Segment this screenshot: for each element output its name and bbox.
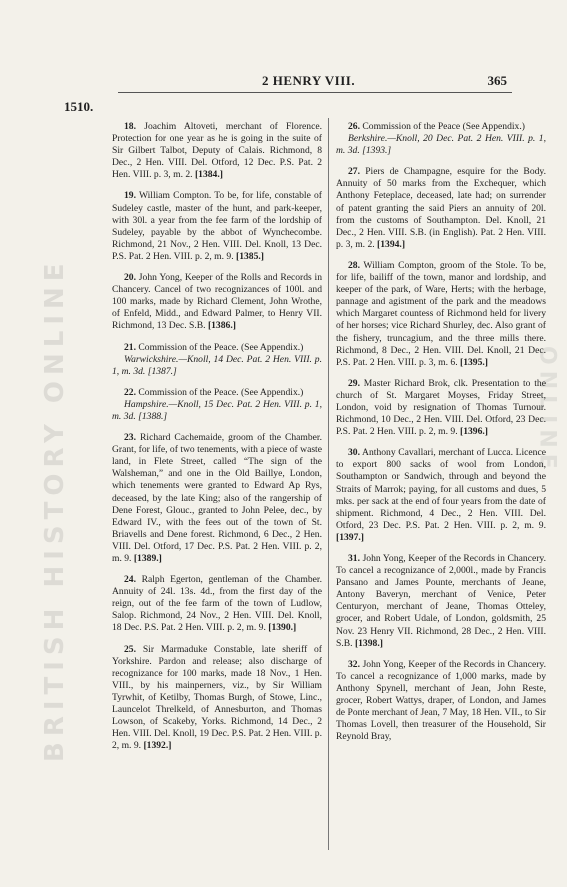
entry-paragraph — [336, 553, 546, 650]
entry-number: 32. — [348, 658, 360, 670]
entry-text: Commission of the Peace. (See Appendix.) — [136, 341, 304, 353]
watermark-right: ONLINE — [534, 345, 560, 475]
entry-text: Master Richard Brok, clk. Presentation to the church of St. Margaret Moyses, Friday Street, London, void by resignation of Thomas Turnour. Richmond, 10 Dec., 2 Hen. VIII. Del. Otford, 23 Dec. P.S. Pat. 2 Hen. VIII. p. 2, m. 9. — [336, 377, 546, 438]
entry-reference: [1395.] — [460, 356, 488, 368]
entry-paragraph — [336, 260, 546, 369]
entry-text: Sir Marmaduke Constable, late sheriff of Yorkshire. Pardon and release; also discharge of recognizance for 100 marks, made 18 Nov., 1 Hen. VIII., by his mainperners, viz., by Sir William Tyrwhit, of Ketilby, Thomas Burgh, of Stowe, Linc., Launcelot Threlkeld, of Annesburton, and Thomas Lowson, of Scakeby, Yorks. Richmond, 14 Dec., 2 Hen. VIII. Del. Knoll, 19 Dec. P.S. Pat. 2 Hen. VIII. p. 2, m. 9. — [112, 643, 322, 752]
entry-text: Joachim Altoveti, merchant of Florence. Protection for one year as he is going in the suite of Sir Gilbert Talbot, Deputy of Calais. Richmond, 8 Dec., 2 Hen. VIII. Del. Otford, 12 Dec. P.S. Pat. 2 Hen. VIII. p. 3, m. 2. — [112, 121, 322, 181]
entry-subline: Berkshire.—Knoll, 20 Dec. Pat. 2 Hen. VIII. p. 1, m. 3d. [1393.] — [336, 133, 546, 157]
calendar-entry — [112, 387, 322, 423]
entry-subline: Hampshire.—Knoll, 15 Dec. Pat. 2 Hen. VIII. p. 1, m. 3d. [1388.] — [112, 398, 322, 422]
watermark-left: BRITISH HISTORY ONLINE — [40, 257, 70, 763]
calendar-entry — [112, 574, 322, 634]
entry-text: John Yong, Keeper of the Records in Chancery. To cancel a recognizance of 1,000 marks, made by Anthony Spynell, merchant of Jean, John Reste, grocer, Robert Wattys, draper, of London, and James de Ponte merchant of Jean, 7 May, 18 Hen. VII., to Sir Thomas Lovell, then treasurer of the Household, Sir Reynold Bray, — [336, 658, 546, 743]
entry-text: Richard Cachemaide, groom of the Chamber. Grant, for life, of two tenements, with a piece of waste land, in Flete Street, called “The sign of the Walsheman,” and one in the Old Baillye, London, which tenements were granted to Edward Ap Rys, deceased, by the late King; also of the rangership of Dene Forest, Glouc., granted to John Pelee, dec., by Edward IV., with the fees out of the town of St. Briavells and Dene forest. Richmond, 6 Dec., 2 Hen. VIII. Del. Otford, 17 Dec. P.S. Pat. 2 Hen. VIII. p. 2, m. 9. — [112, 432, 322, 564]
calendar-entry — [112, 121, 322, 181]
entry-paragraph — [336, 659, 546, 744]
entry-number: 28. — [348, 259, 360, 271]
entry-reference: [1392.] — [143, 740, 172, 752]
entry-paragraph — [336, 121, 546, 133]
entry-reference: [1394.] — [377, 238, 406, 250]
right-column — [336, 121, 546, 752]
running-title: 2 HENRY VIII. — [262, 73, 356, 88]
entry-text: Ralph Egerton, gentleman of the Chamber. Annuity of 24l. 13s. 4d., from the first day of the reign, out of the fee farm of the town of Ludlow, Salop. Richmond, 24 Nov., 2 Hen. VIII. Del. Knoll, 18 Dec. P.S. Pat. 2 Hen. VIII. p. 2, m. 9. — [112, 574, 322, 634]
calendar-entry — [336, 447, 546, 544]
entry-paragraph — [112, 432, 322, 565]
entry-text: John Yong, Keeper of the Records in Chancery. To cancel a recognizance of 2,000l., made by Francis Pansano and James Pounte, merchants of Jeane, Antony Baveryn, merchant of Venice, Peter Centuryon, merchant of Jeane, Thomas Otteley, grocer, and Robert Udale, of London, goldsmith, 25 Nov. 23 Henry VII. Richmond, 28 Dec., 2 Hen. VIII. S.B. — [336, 553, 546, 649]
entry-number: 30. — [348, 447, 360, 459]
entry-reference: [1389.] — [133, 553, 162, 564]
entry-reference: [1386.] — [207, 320, 236, 332]
calendar-entry — [112, 644, 322, 753]
header-rule — [118, 92, 512, 93]
entry-paragraph — [112, 574, 322, 634]
entry-reference: [1390.] — [268, 622, 297, 634]
entry-number: 27. — [348, 166, 360, 178]
calendar-entry — [336, 260, 546, 369]
entry-paragraph — [112, 121, 322, 181]
page-number: 365 — [487, 73, 507, 88]
entry-paragraph — [336, 447, 546, 544]
entry-number: 19. — [124, 190, 136, 202]
entry-number: 25. — [124, 643, 136, 655]
entry-number: 29. — [348, 377, 360, 389]
year-marker: 1510. — [64, 99, 94, 114]
calendar-entry — [112, 190, 322, 263]
entry-reference: [1397.] — [336, 531, 364, 543]
column-divider — [328, 118, 329, 850]
entry-text: Commission of the Peace. (See Appendix.) — [136, 386, 304, 398]
calendar-entry — [336, 121, 546, 157]
entry-reference: [1398.] — [354, 637, 383, 649]
entry-text: William Compton, groom of the Stole. To be, for life, bailiff of the town, manor and lordship, and keeper of the park, of Ware, Herts; with the herbage, pannage and agistment of the park and the meadows which Margaret countess of Richmond held for livery of her horses; vice Richard Shurley, dec. Also grant of the fishery, truncagium, and the three mills there. Richmond, 8 Dec., 2 Hen. VIII. Del. Knoll, 21 Dec. P.S. Pat. 2 Hen. VIII. p. 3, m. 6. — [336, 259, 546, 368]
entry-number: 22. — [124, 386, 136, 398]
entry-number: 21. — [124, 341, 136, 353]
entry-text: John Yong, Keeper of the Rolls and Records in Chancery. Cancel of two recognizances of 100l. and 100 marks, made by Richard Clement, John Wrothe, of Enfeld, Midd., and Edward Palmer, to Henry VII. Richmond, 13 Dec. S.B. — [112, 272, 322, 332]
entry-paragraph — [112, 387, 322, 399]
entry-reference: [1384.] — [194, 169, 223, 181]
entry-paragraph — [112, 272, 322, 332]
calendar-entry — [336, 553, 546, 650]
entry-text: William Compton. To be, for life, constable of Sudeley castle, master of the hunt, and park-keeper, with 30l. a year from the fee farm of the lordship of Sudeley, payable by the abbot of Wynchecombe. Richmond, 21 Nov., 2 Hen. VIII. Del. Knoll, 13 Dec. P.S. Pat. 2 Hen. VIII. p. 2, m. 9. — [112, 190, 322, 262]
entry-paragraph — [112, 190, 322, 263]
entry-text: Anthony Cavallari, merchant of Lucca. Licence to export 800 sacks of wool from London, Southampton or Sandwich, through and beyond the Straits of Marrok; paying, for all customs and dues, 5 mks. per sack at the end of four years from the date of shipment. Richmond, 4 Dec., 2 Hen. VIII. Del. Otford, 23 Dec. P.S. Pat. 2 Hen. VIII. p. 2, m. 9. — [336, 447, 546, 531]
entry-number: 24. — [124, 574, 136, 586]
entry-paragraph — [336, 166, 546, 251]
calendar-entry — [112, 272, 322, 332]
entry-subline: Warwickshire.—Knoll, 14 Dec. Pat. 2 Hen. VIII. p. 1, m. 3d. [1387.] — [112, 353, 322, 377]
left-column — [112, 121, 322, 761]
entry-paragraph — [336, 378, 546, 438]
calendar-entry — [112, 432, 322, 565]
entry-reference: [1385.] — [236, 250, 264, 262]
entry-text: Piers de Champagne, esquire for the Body. Annuity of 50 marks from the Exchequer, which Anthony Feteplace, deceased, late had; on surrender of patent granting the said Piers an annuity of 20l. from the customs of Southampton. Del. Knoll, 21 Dec., 2 Hen. VIII. S.B. (in English). Pat. 2 Hen. VIII. p. 3, m. 2. — [336, 166, 546, 250]
entry-reference: [1396.] — [460, 426, 488, 438]
entry-text: Commission of the Peace (See Appendix.) — [360, 121, 525, 132]
calendar-entry — [112, 342, 322, 378]
calendar-entry — [336, 378, 546, 438]
entry-number: 31. — [348, 553, 360, 564]
calendar-entry — [336, 166, 546, 251]
entry-number: 26. — [348, 121, 360, 132]
entry-number: 20. — [124, 272, 136, 284]
entry-number: 23. — [124, 432, 136, 444]
entry-paragraph — [112, 644, 322, 753]
calendar-entry — [336, 659, 546, 744]
entry-number: 18. — [124, 121, 136, 132]
page-header — [232, 73, 507, 89]
entry-paragraph — [112, 342, 322, 354]
